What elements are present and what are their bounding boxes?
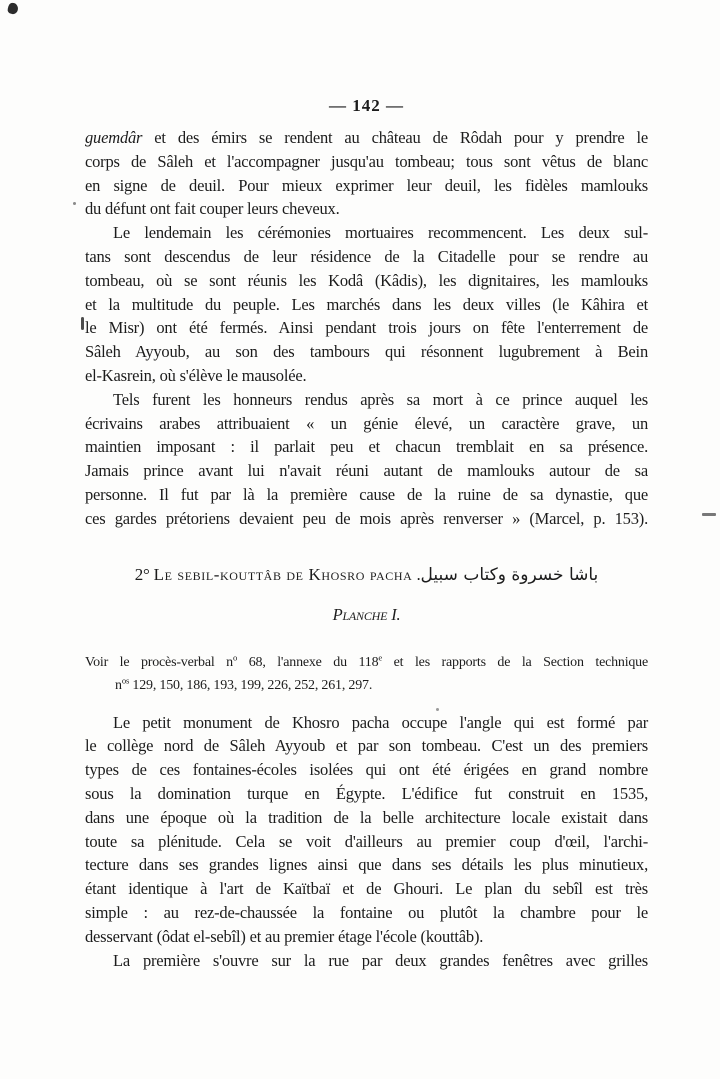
text-run: tombeau, où se sont réunis les Kodâ (Kâdis), les dignitaires, les mamlouks — [85, 270, 648, 290]
text-run: o — [232, 651, 238, 662]
scan-artifact — [81, 317, 84, 330]
text-run: le collège nord de Sâleh Ayyoub et par son tombeau. C'est un des premiers — [85, 736, 648, 756]
text-line — [85, 830, 648, 854]
paragraph-2 — [85, 221, 648, 388]
text-line — [85, 758, 648, 782]
text-line — [85, 562, 648, 588]
text-line — [85, 340, 648, 364]
text-line — [85, 150, 648, 174]
text-run: corps de Sâleh et l'accompagner jusqu'au tombeau; tous sont vêtus de blanc — [85, 151, 648, 171]
page-number: — 142 — — [329, 96, 404, 115]
text-line — [85, 459, 648, 483]
text-line — [85, 603, 648, 627]
text-line — [85, 126, 648, 150]
text-line — [85, 949, 648, 973]
text-line — [85, 507, 648, 531]
text-run: écrivains arabes attribuaient « un génie élevé, un caractère grave, un — [85, 413, 648, 433]
scan-artifact — [436, 708, 439, 711]
text-line — [85, 483, 648, 507]
text-line — [85, 293, 648, 317]
text-run: Voir le procès-verbal n — [85, 654, 233, 670]
text-run: types de ces fontaines-écoles isolées qui ont été érigées en grand nombre — [85, 760, 648, 780]
text-run: dans une époque où la tradition de la belle architecture locale existait dans — [85, 807, 648, 827]
text-run: os — [121, 674, 130, 685]
text-line — [85, 711, 648, 735]
text-run: personne. Il fut par là la première cause de la ruine de sa dynastie, que — [85, 484, 648, 504]
arabic-text: سبيل‎ وكتاب‎ خسروة‎ باشا — [420, 564, 599, 585]
text-run: ces gardes prétoriens devaient peu de mois après renverser » (Marcel, p. 153). — [85, 508, 648, 528]
section-heading — [85, 562, 648, 588]
plate-reference — [85, 603, 648, 627]
text-run: 2° — [134, 564, 154, 584]
text-line — [85, 734, 648, 758]
text-run: Planche I. — [332, 604, 401, 624]
text-run: La première s'ouvre sur la rue par deux grandes fenêtres avec grilles — [113, 950, 648, 970]
text-run: et la multitude du peuple. Les marchés dans les deux villes (le Kâhira et — [85, 294, 648, 314]
text-line — [85, 412, 648, 436]
paragraph-4 — [85, 711, 648, 949]
text-column — [85, 126, 648, 972]
text-line — [85, 782, 648, 806]
text-line — [85, 269, 648, 293]
text-run: étant identique à l'art de Kaïtbaï et de Ghouri. Le plan du sebîl est très — [85, 879, 648, 899]
text-line — [85, 651, 648, 674]
paragraph-5 — [85, 949, 648, 973]
text-run: le Misr) ont été fermés. Ainsi pendant trois jours on fête l'enterrement de — [85, 318, 648, 338]
scan-artifact — [702, 513, 716, 516]
text-line — [85, 388, 648, 412]
text-run: el-Kasrein, où s'élève le mausolée. — [85, 365, 307, 385]
text-run: et des émirs se rendent au château de Rôdah pour y prendre le — [142, 128, 648, 147]
text-run: 129, 150, 186, 193, 199, 226, 252, 261, 297. — [129, 677, 373, 693]
scan-artifact — [7, 2, 19, 15]
reference-note — [85, 651, 648, 697]
text-line — [85, 901, 648, 925]
text-run: du défunt ont fait couper leurs cheveux. — [85, 199, 340, 219]
text-line — [85, 174, 648, 198]
text-run: maintien imposant : il parlait peu et chacun tremblait en sa présence. — [85, 437, 648, 457]
text-run: Jamais prince avant lui n'avait réuni autant de mamlouks autour de sa — [85, 461, 648, 481]
text-run: guemdâr — [85, 128, 143, 147]
text-run: tecture dans ses grandes lignes ainsi que dans ses détails les plus minutieux, — [85, 855, 648, 875]
text-run: tans sont descendus de leur résidence de la Citadelle pour se rendre au — [85, 246, 648, 266]
text-line — [85, 925, 648, 949]
text-run: Sâleh Ayyoub, au son des tambours qui résonnent lugubrement à Bein — [85, 342, 648, 362]
text-run: Tels furent les honneurs rendus après sa mort à ce prince auquel les — [113, 389, 648, 409]
text-line — [85, 197, 648, 221]
text-line — [85, 806, 648, 830]
text-line — [85, 221, 648, 245]
scan-artifact — [73, 202, 76, 205]
text-line — [85, 364, 648, 388]
text-run: Le petit monument de Khosro pacha occupe l'angle qui est formé par — [113, 712, 648, 732]
text-line — [85, 877, 648, 901]
text-line — [85, 435, 648, 459]
paragraph-1 — [85, 126, 648, 221]
text-run: n — [115, 677, 122, 693]
paragraph-3 — [85, 388, 648, 531]
text-run: sous la domination turque en Égypte. L'édifice fut construit en 1535, — [85, 783, 648, 803]
text-line — [85, 853, 648, 877]
text-run: Le lendemain les cérémonies mortuaires recommencent. Les deux sul- — [113, 223, 648, 243]
text-run: Le sebil-kouttâb de Khosro pacha — [153, 564, 413, 584]
text-run: desservant (ôdat el-sebîl) et au premier étage l'école (kouttâb). — [85, 926, 484, 946]
text-line — [85, 316, 648, 340]
text-line — [85, 674, 648, 697]
text-run: 68, l'annexe du 118 — [237, 654, 379, 670]
text-run: simple : au rez-de-chaussée la fontaine ou plutôt la chambre pour le — [85, 902, 648, 922]
text-run: et les rapports de la Section technique — [382, 654, 648, 670]
text-line — [85, 245, 648, 269]
text-run: en signe de deuil. Pour mieux exprimer leur deuil, les fidèles mamlouks — [85, 175, 648, 195]
text-run: e — [378, 651, 383, 662]
text-run: . — [412, 564, 421, 584]
text-run: toute sa plénitude. Cela se voit d'ailleurs au premier coup d'œil, l'archi- — [85, 831, 648, 851]
